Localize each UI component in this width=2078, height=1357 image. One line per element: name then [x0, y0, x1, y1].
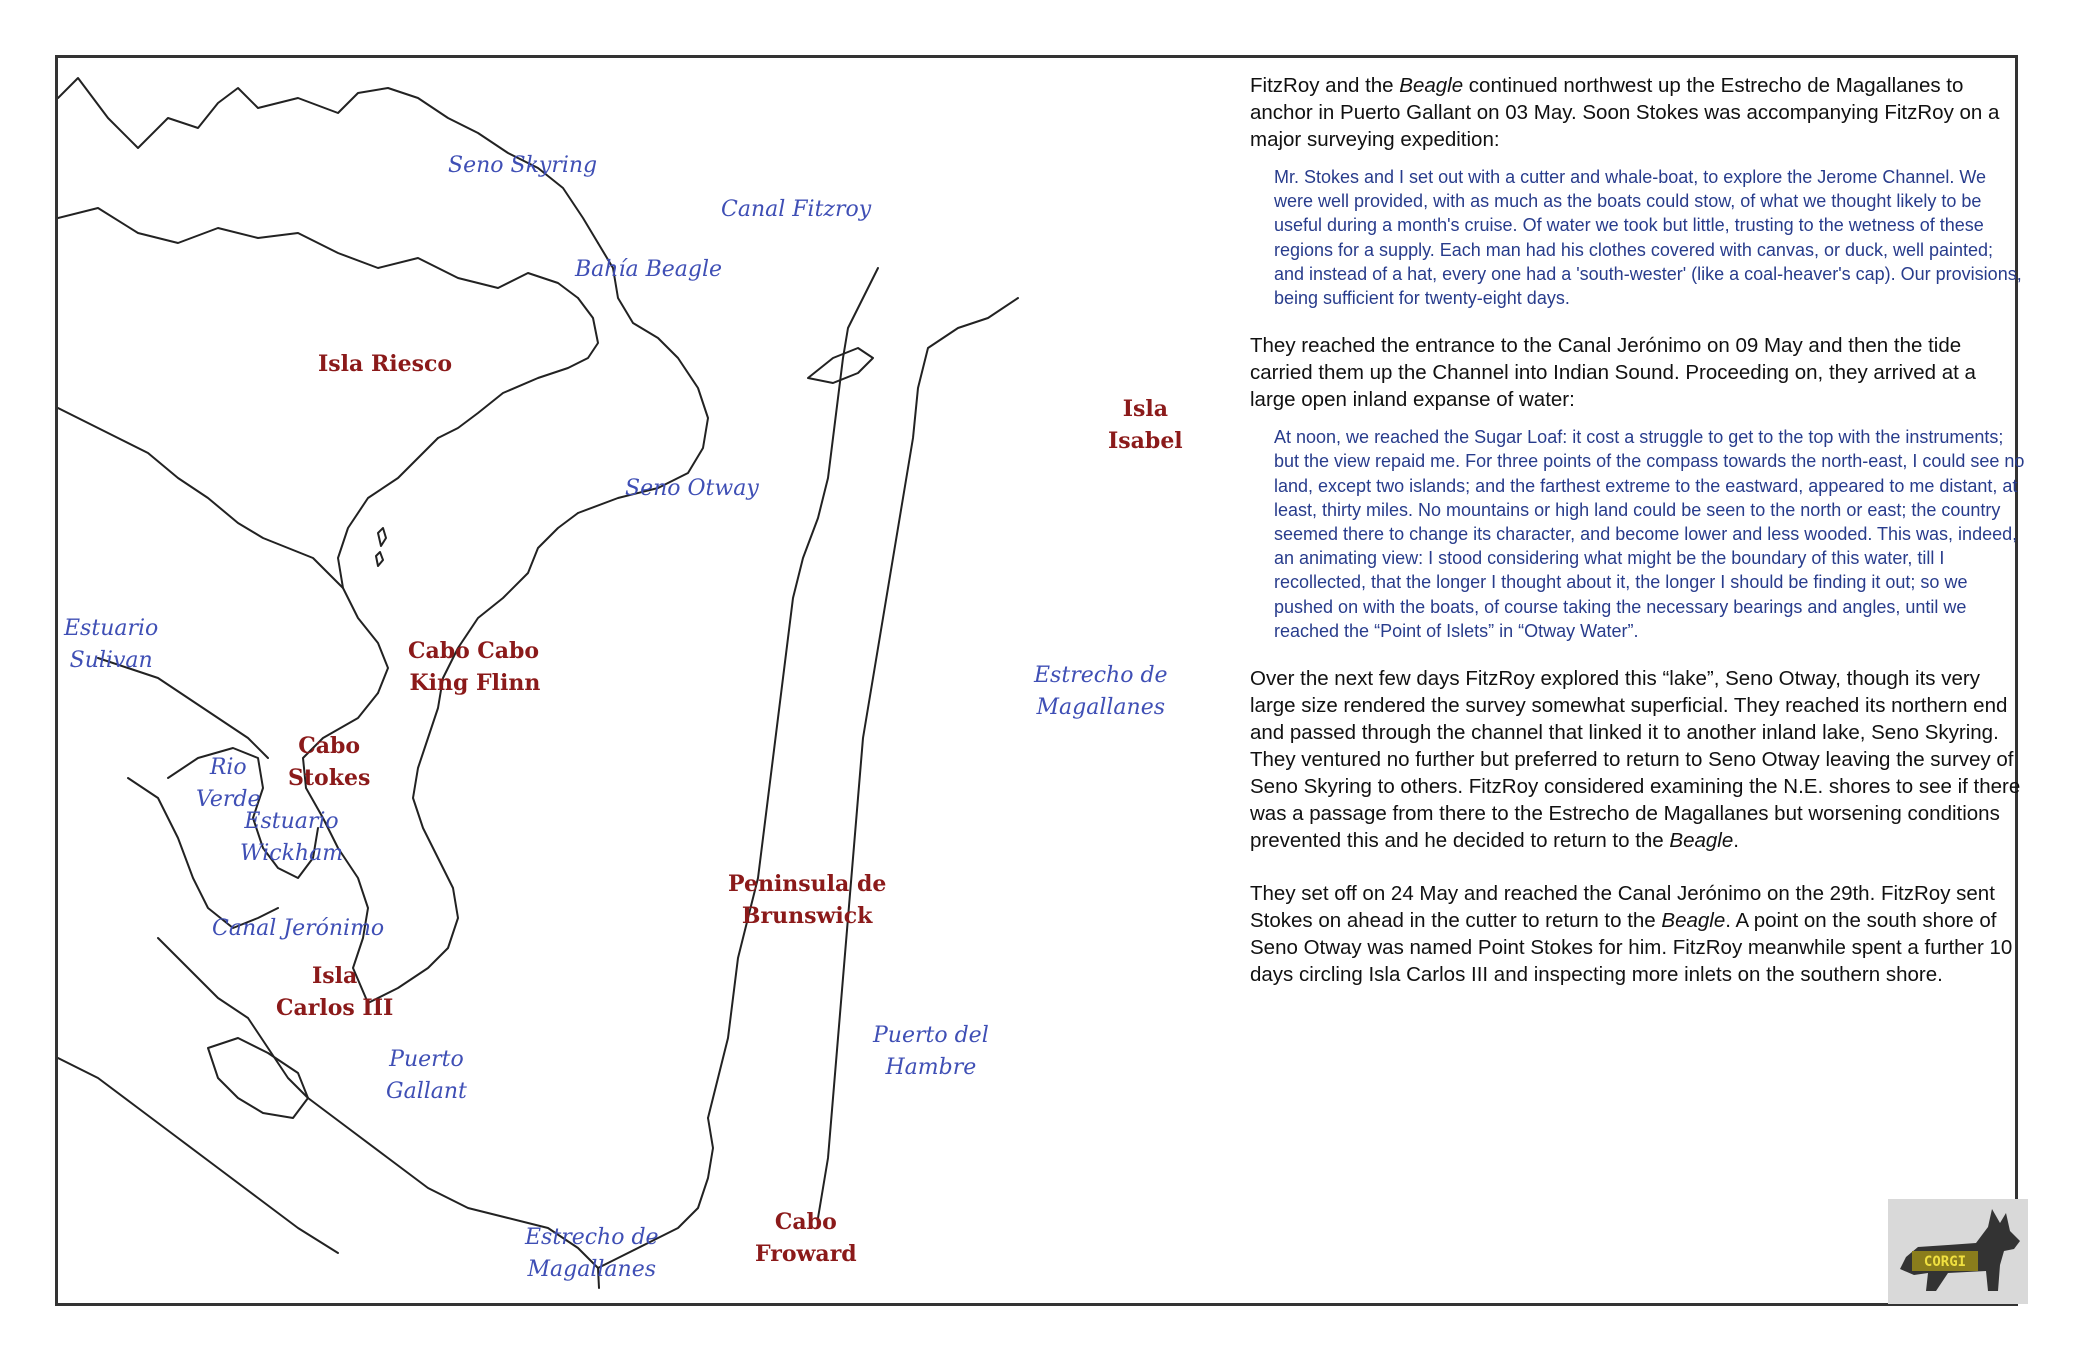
- isla-carlos-iii: [208, 1038, 308, 1118]
- otway-islet-2: [376, 552, 383, 566]
- label-cabo-flinn: Cabo Flinn: [476, 638, 541, 696]
- label-estuario-wickham: Estuario Wickham: [240, 809, 344, 866]
- coast-riesco-west: [58, 408, 343, 588]
- coast-peninsula-east: [708, 268, 878, 1118]
- label-seno-otway: Seno Otway: [625, 476, 759, 501]
- label-estrecho-east: Estrecho de Magallanes: [1034, 663, 1168, 720]
- narrative-text: [1250, 72, 2025, 1000]
- corgi-dog-icon: [1888, 1199, 2028, 1304]
- coast-otway-east: [368, 513, 578, 1003]
- label-rio-verde: Rio Verde: [196, 755, 261, 812]
- label-cabo-froward: Cabo Froward: [755, 1209, 857, 1267]
- logo-text: CORGI: [1923, 1254, 1967, 1270]
- label-puerto-gallant: Puerto Gallant: [386, 1047, 467, 1104]
- label-isla-riesco: Isla Riesco: [318, 351, 453, 377]
- quote-1: Mr. Stokes and I set out with a cutter and whale-boat, to explore the Jerome Channel. We were well provided, with as much as the boats could stow, of what we thought likely to be useful during a month's cruise. Of water we took but little, trusting to the wetness of these regions for a supply. Each man had his clothes covered with canvas, or duck, well painted; and instead of a hat, every one had a 'south-wester' (like a coal-heaver's cap). Our provisions, being sufficient for twenty-eight days.: [1274, 167, 2022, 309]
- otway-islet-1: [378, 528, 386, 546]
- label-seno-skyring: Seno Skyring: [448, 153, 598, 178]
- paragraph-4: They set off on 24 May and reached the Canal Jerónimo on the 29th. FitzRoy sent Stokes on ahead in the cutter to return to the Beagle. A point on the south shore of Seno Otway was named Point Stokes for him. FitzRoy meanwhile spent a further 10 days circling Isla Carlos III and inspecting more inlets on the southern shore.: [1250, 882, 2013, 987]
- label-estrecho-southwest: Estrecho de Magallanes: [525, 1225, 659, 1282]
- label-puerto-del-hambre: Puerto del Hambre: [873, 1023, 989, 1080]
- coast-bahia-beagle: [438, 298, 598, 438]
- label-canal-fitzroy: Canal Fitzroy: [721, 197, 872, 222]
- quote-2: At noon, we reached the Sugar Loaf: it cost a struggle to get to the top with the instruments; but the view repaid me. For three points of the compass towards the north-east, I could see no land, except two islands; and the farthest extreme to the eastward, appeared to me distant, at least, thirty miles. No mountains or high land could be seen to the north or east; the country seemed there to change its character, and become lower and less wooded. This was, indeed, an animating view: I stood considering what might be the boundary of this water, till I recollected, that the longer I thought about it, the longer I should be finding it out; so we pushed on with the boats, of course taking the necessary bearings and angles, until we reached the “Point of Islets” in “Otway Water”.: [1274, 427, 2025, 641]
- corgi-logo: [1888, 1199, 2028, 1304]
- label-canal-jeronimo: Canal Jerónimo: [212, 916, 385, 941]
- paragraph-2: They reached the entrance to the Canal Jerónimo on 09 May and then the tide carried them up the Channel into Indian Sound. Proceeding on, they arrived at a large open inland expanse of water:: [1250, 334, 1976, 412]
- label-isla-isabel: Isla Isabel: [1108, 396, 1183, 454]
- label-estuario-sulivan: Estuario Sulivan: [64, 616, 159, 673]
- label-cabo-stokes: Cabo Stokes: [288, 733, 371, 791]
- label-isla-carlos-iii: Isla Carlos III: [276, 963, 394, 1021]
- coast-riesco-north: [58, 208, 578, 298]
- label-cabo-king: Cabo King: [408, 638, 470, 696]
- label-bahia-beagle: Bahía Beagle: [575, 257, 723, 282]
- label-peninsula-brunswick: Peninsula de Brunswick: [728, 871, 887, 929]
- paragraph-3: Over the next few days FitzRoy explored this “lake”, Seno Otway, though its very large size rendered the survey somewhat superficial. They reached its northern end and passed through the channel that linked it to another inland lake, Seno Skyring. They ventured no further but preferred to return to Seno Otway leaving the survey of Seno Skyring to others. FitzRoy considered examining the N.E. shores to see if there was a passage from there to the Estrecho de Magallanes but worsening conditions prevented this and he decided to return to the Beagle.: [1250, 667, 2021, 853]
- paragraph-1: FitzRoy and the Beagle continued northwest up the Estrecho de Magallanes to anchor in Puerto Gallant on 03 May. Soon Stokes was accompanying FitzRoy on a major surveying expedition:: [1250, 74, 2000, 151]
